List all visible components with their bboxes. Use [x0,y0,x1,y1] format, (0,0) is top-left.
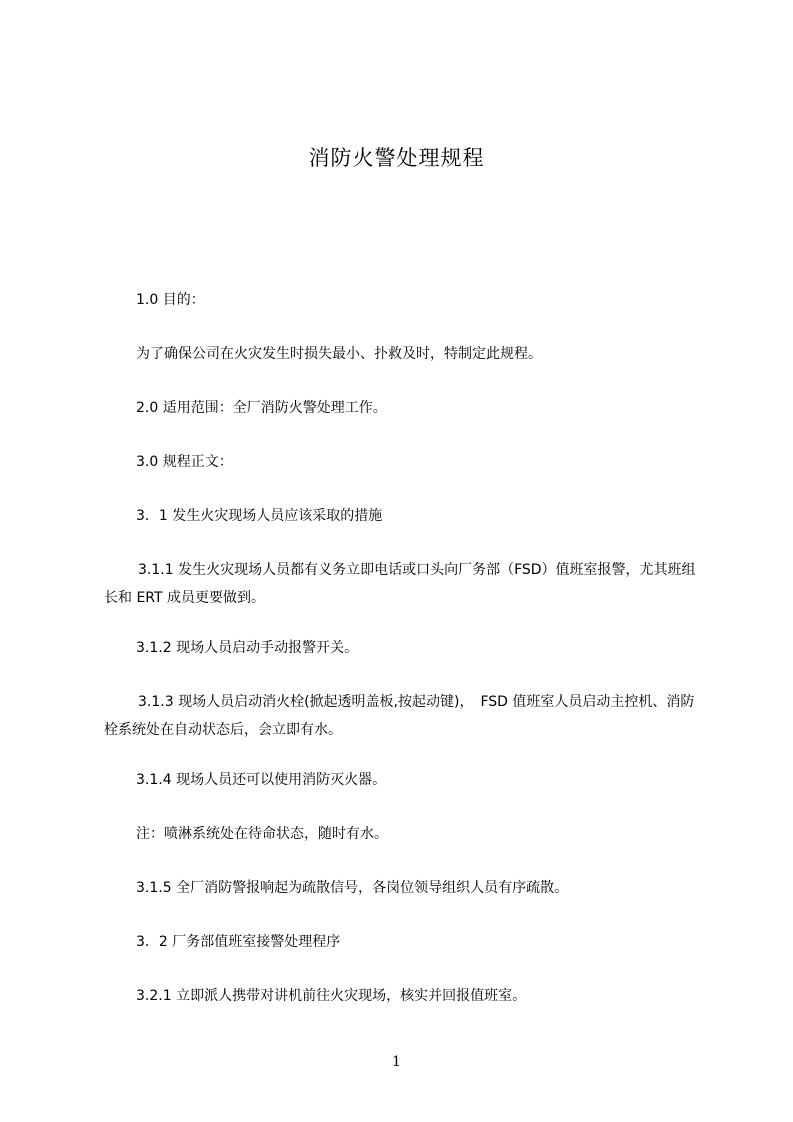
paragraph-scope: 2.0 适用范围：全厂消防火警处理工作。 [136,400,387,416]
paragraph-section-3-2: 3．2 厂务部值班室接警处理程序 [136,934,341,950]
paragraph-3-1-5: 3.1.5 全厂消防警报响起为疏散信号，各岗位领导组织人员有序疏散。 [136,880,569,896]
paragraph-3-1-4: 3.1.4 现场人员还可以使用消防灭火器。 [136,772,387,788]
paragraph-section-3-1: 3．1 发生火灾现场人员应该采取的措施 [136,508,383,524]
page-number: 1 [392,1054,401,1070]
paragraph-3-1-1: 3.1.1 发生火灾现场人员都有义务立即电话或口头向厂务部（FSD）值班室报警，尤其班组长和 ERT 成员更要做到。 [104,562,696,606]
paragraph-purpose-heading: 1.0 目的： [136,292,205,308]
paragraph-body-heading: 3.0 规程正文： [136,454,233,470]
paragraph-3-1-2: 3.1.2 现场人员启动手动报警开关。 [136,640,359,656]
paragraph-3-2-1: 3.2.1 立即派人携带对讲机前往火灾现场，核实并回报值班室。 [136,988,527,1004]
paragraph-3-1-3: 3.1.3 现场人员启动消火栓(掀起透明盖板,按起动键)， FSD 值班室人员启动主控机、消防栓系统处在自动状态后，会立即有水。 [104,694,695,738]
paragraph-purpose-text: 为了确保公司在火灾发生时损失最小、扑救及时，特制定此规程。 [136,346,542,362]
document-title: 消防火警处理规程 [308,146,485,170]
paragraph-note: 注：喷淋系统处在待命状态，随时有水。 [136,826,388,842]
